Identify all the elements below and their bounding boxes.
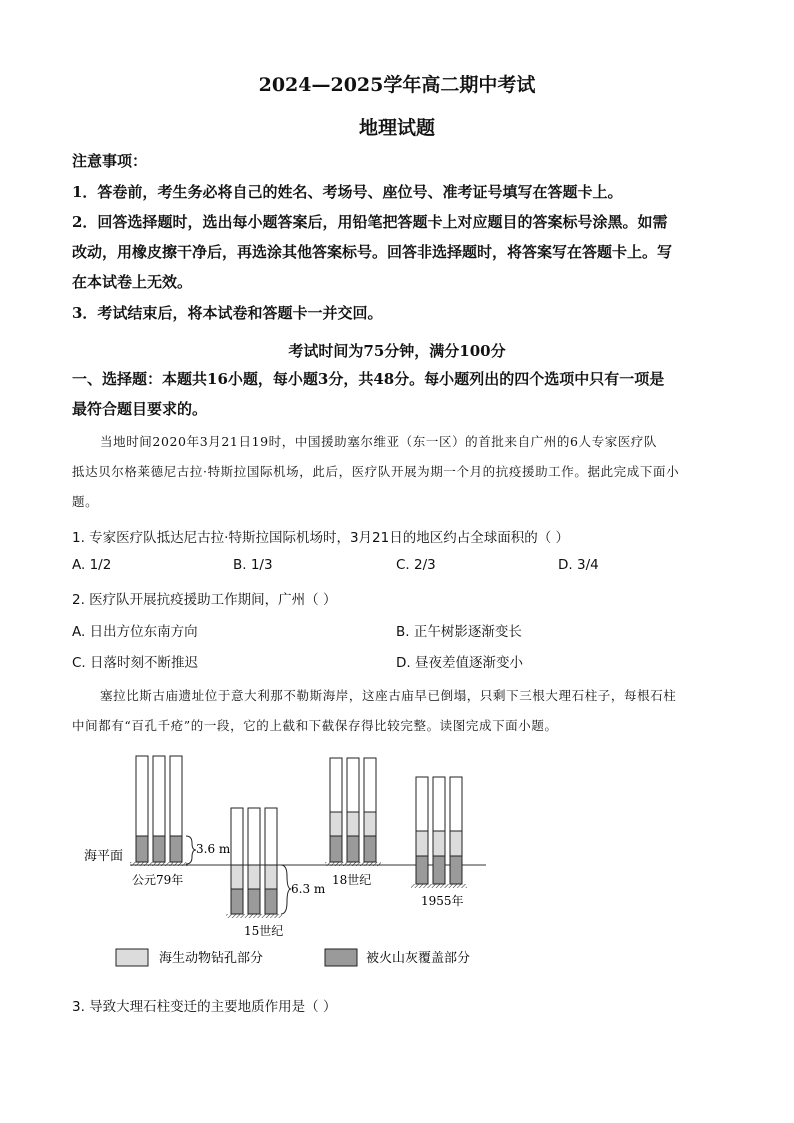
notes-heading: 注意事项： [72,152,148,170]
passage1-line2: 抵达贝尔格莱德尼古拉·特斯拉国际机场，此后，医疗队开展为期一个月的抗疫援助工作。据此完成下面小 [72,464,680,479]
note-item-3: 3．考试结束后，将本试卷和答题卡一并交回。 [72,304,383,322]
measure-3-6m: 3.6 m [196,842,231,856]
section1-line1: 一、选择题：本题共16小题，每小题3分，共48分。每小题列出的四个选项中只有一项是 [72,370,665,388]
q2-option-a: A. 日出方位东南方向 [72,624,198,640]
q2-option-c: C. 日落时刻不断推迟 [72,655,199,671]
passage1-line1: 当地时间2020年3月21日19时，中国援助塞尔维亚（东一区）的首批来自广州的6人专家医疗队 [100,434,658,449]
columns-79ad [130,756,188,866]
legend-swatch-ash [325,949,357,966]
label-79ad: 公元79年 [132,873,184,887]
exam-title: 2024—2025学年高二期中考试 [258,74,536,96]
legend-bored-label: 海生动物钻孔部分 [159,951,264,966]
brace-3-6m [186,836,196,864]
subject-title: 地理试题 [358,117,435,139]
label-18th-century: 18世纪 [332,873,372,887]
passage1-line3: 题。 [72,494,99,509]
q1-option-d: D. 3/4 [558,557,599,573]
brace-6-3m [281,865,291,914]
q2-stem: 2. 医疗队开展抗疫援助工作期间，广州（ ） [72,592,337,608]
legend-swatch-bored [116,949,148,966]
section1-line2: 最符合题目要求的。 [72,400,208,418]
q1-option-c: C. 2/3 [396,557,436,573]
note-item-2-line2: 改动，用橡皮擦干净后，再选涂其他答案标号。回答非选择题时，将答案写在答题卡上。写 [72,243,673,261]
passage2-line1: 塞拉比斯古庙遗址位于意大利那不勒斯海岸，这座古庙早已倒塌，只剩下三根大理石柱子，每根石柱 [100,688,677,703]
legend-ash-label: 被火山灰覆盖部分 [366,951,471,966]
label-1955: 1955年 [421,894,464,908]
measure-6-3m: 6.3 m [291,882,326,896]
q1-option-a: A. 1/2 [72,557,112,573]
note-item-1: 1．答卷前，考生务必将自己的姓名、考场号、座位号、准考证号填写在答题卡上。 [72,183,623,201]
q1-option-b: B. 1/3 [233,557,273,573]
q2-option-b: B. 正午树影逐渐变长 [396,624,522,640]
passage2-line2: 中间都有“百孔千疮”的一段，它的上截和下截保存得比较完整。读图完成下面小题。 [72,718,558,733]
exam-info: 考试时间为75分钟，满分100分 [288,342,506,360]
q3-stem: 3. 导致大理石柱变迁的主要地质作用是（ ） [72,999,337,1015]
note-item-2-line3: 在本试卷上无效。 [72,273,193,291]
columns-1955 [411,777,467,888]
columns-15th-century [226,808,282,918]
sea-level-label: 海平面 [84,849,124,864]
q1-stem: 1. 专家医疗队抵达尼古拉·特斯拉国际机场时，3月21日的地区约占全球面积的（ ） [72,530,570,546]
columns-18th-century [325,758,381,866]
label-15th-century: 15世纪 [244,924,284,938]
note-item-2-line1: 2．回答选择题时，选出每小题答案后，用铅笔把答题卡上对应题目的答案标号涂黑。如需 [72,213,668,231]
q2-option-d: D. 昼夜差值逐渐变小 [396,655,523,671]
